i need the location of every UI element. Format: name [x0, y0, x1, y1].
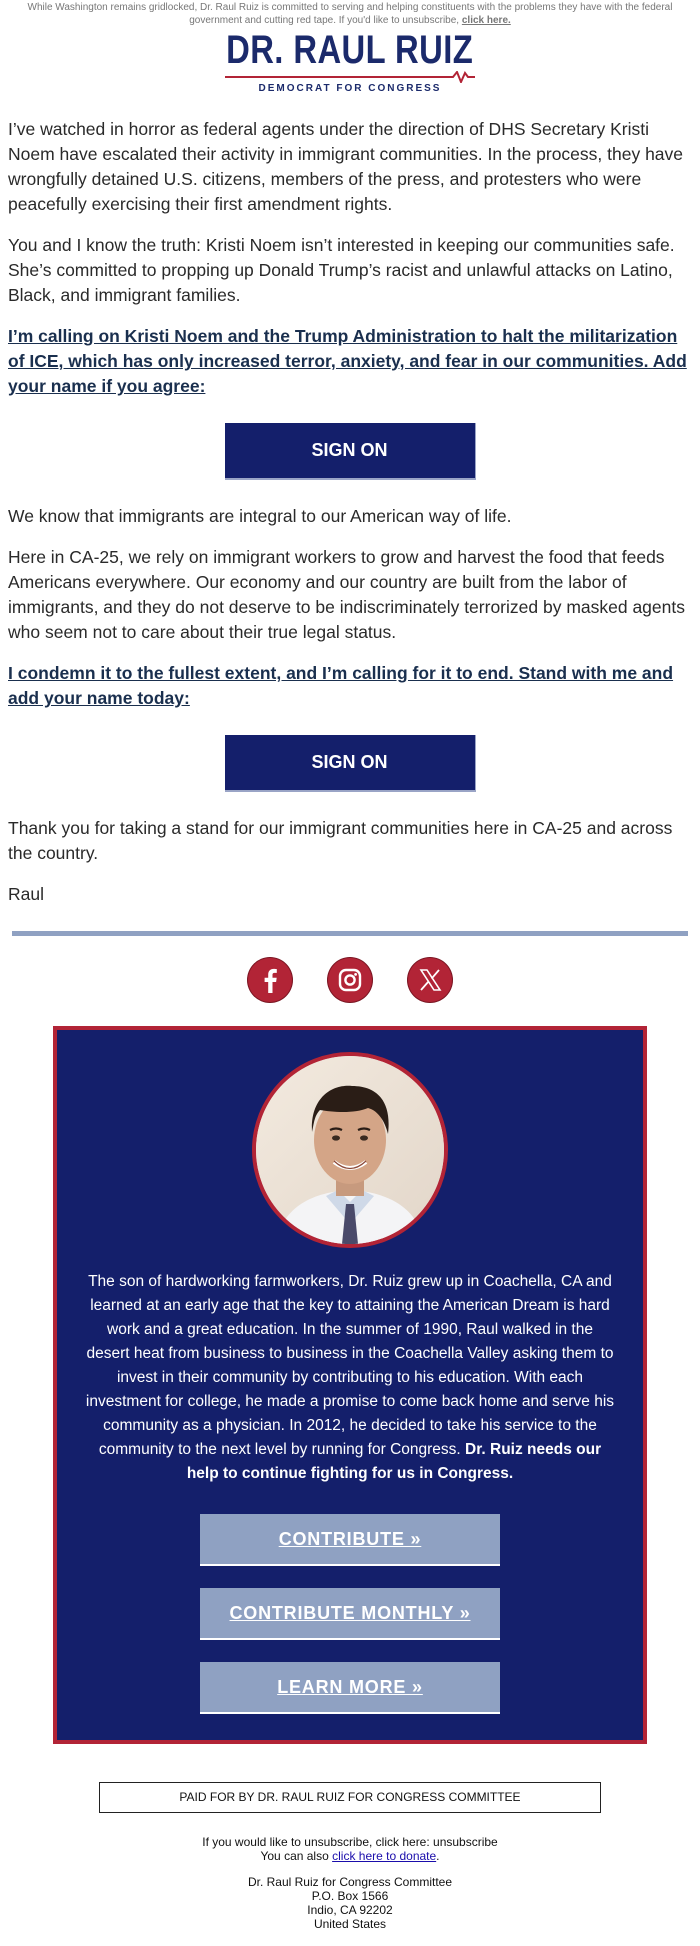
- mailing-address: [0, 1875, 700, 1931]
- preheader: [0, 0, 700, 27]
- candidate-portrait: [252, 1052, 448, 1248]
- bio-paragraph: The son of hardworking farmworkers, Dr. Ruiz grew up in Coachella, CA and learned at an early age that the key to attaining the American Dream is hard work and a great education. In the summer of 1990, Raul walked in the desert heat from business to business in the Coachella Valley asking them to invest in their community by contributing to his education. With each investment for college, he made a promise to come back home and serve his community as a physician. In 2012, he decided to take his service to the community to the next level by running for Congress.: [85, 1273, 615, 1458]
- paragraph-1: I’ve watched in horror as federal agents under the direction of DHS Secretary Kristi Noem have escalated their activity in immigrant communities. In the process, they have wrongfully detained U.S. citizens, members of the press, and protesters who were peacefully exercising their first amendment rights.: [8, 119, 684, 214]
- unsubscribe-link[interactable]: click here.: [461, 15, 511, 26]
- logo-tagline: DEMOCRAT FOR CONGRESS: [258, 83, 442, 94]
- sign-button-wrap-2: [8, 735, 692, 792]
- address-line-2: P.O. Box 1566: [311, 1889, 389, 1903]
- cta-link-2[interactable]: I condemn it to the fullest extent, and I’m calling for it to end. Stand with me and add your name today:: [8, 663, 674, 708]
- bio-text: [85, 1270, 615, 1486]
- donate-link[interactable]: click here to donate: [332, 1849, 437, 1863]
- facebook-icon[interactable]: [248, 958, 292, 1002]
- address-line-4: United States: [313, 1917, 387, 1931]
- logo-heartbeat-line: [225, 71, 475, 83]
- footer: [0, 1835, 700, 1931]
- message-body: [0, 117, 700, 907]
- address-line-1: Dr. Raul Ruiz for Congress Committee: [247, 1875, 453, 1889]
- donate-suffix: .: [436, 1849, 440, 1863]
- donate-prefix: You can also: [260, 1849, 329, 1863]
- instagram-icon[interactable]: [328, 958, 372, 1002]
- paid-for-disclaimer: PAID FOR BY DR. RAUL RUIZ FOR CONGRESS COMMITTEE: [99, 1782, 601, 1813]
- sign-on-button-2[interactable]: SIGN ON: [225, 735, 476, 792]
- paragraph-3: We know that immigrants are integral to our American way of life.: [8, 506, 512, 526]
- paragraph-4: Here in CA-25, we rely on immigrant workers to grow and harvest the food that feeds Americans everywhere. Our economy and our country are built from the labor of immigrants, and they do not deserve to be indiscriminately terrorized by masked agents who seem not to care about their true legal status.: [8, 547, 685, 642]
- learn-more-button[interactable]: LEARN MORE »: [200, 1662, 500, 1714]
- preheader-text: While Washington remains gridlocked, Dr. Raul Ruiz is committed to serving and helping constituents with the problems they have with the federal government and cutting red tape. If you'd like to unsubscribe,: [27, 2, 673, 26]
- contribute-button[interactable]: CONTRIBUTE »: [200, 1514, 500, 1566]
- signoff: Raul: [8, 884, 44, 904]
- logo-name: DR. RAUL RUIZ: [226, 28, 474, 72]
- sign-button-wrap-1: [8, 423, 692, 480]
- social-links: [0, 958, 700, 1006]
- sign-on-button-1[interactable]: SIGN ON: [225, 423, 476, 480]
- cta-link-1[interactable]: I’m calling on Kristi Noem and the Trump Administration to halt the militarization of ICE, which has only increased terror, anxiety, and fear in our communities. Add your name if you agree:: [8, 326, 687, 396]
- paragraph-5: Thank you for taking a stand for our immigrant communities here in CA-25 and across the country.: [8, 818, 673, 863]
- paragraph-2: You and I know the truth: Kristi Noem isn’t interested in keeping our communities safe. She’s committed to propping up Donald Trump’s racist and unlawful attacks on Latino, Black, and immigrant families.: [8, 235, 675, 305]
- unsubscribe-line[interactable]: If you would like to unsubscribe, click here: unsubscribe: [202, 1835, 498, 1849]
- bio-panel: [53, 1026, 647, 1744]
- x-icon[interactable]: [408, 958, 452, 1002]
- section-divider: [12, 931, 688, 936]
- campaign-logo[interactable]: [0, 29, 700, 95]
- contribute-monthly-button[interactable]: CONTRIBUTE MONTHLY »: [200, 1588, 500, 1640]
- address-line-3: Indio, CA 92202: [307, 1903, 393, 1917]
- donate-line: [0, 1849, 700, 1863]
- bio-bold-appeal: Dr. Ruiz needs our help to continue fighting for us in Congress.: [186, 1441, 602, 1482]
